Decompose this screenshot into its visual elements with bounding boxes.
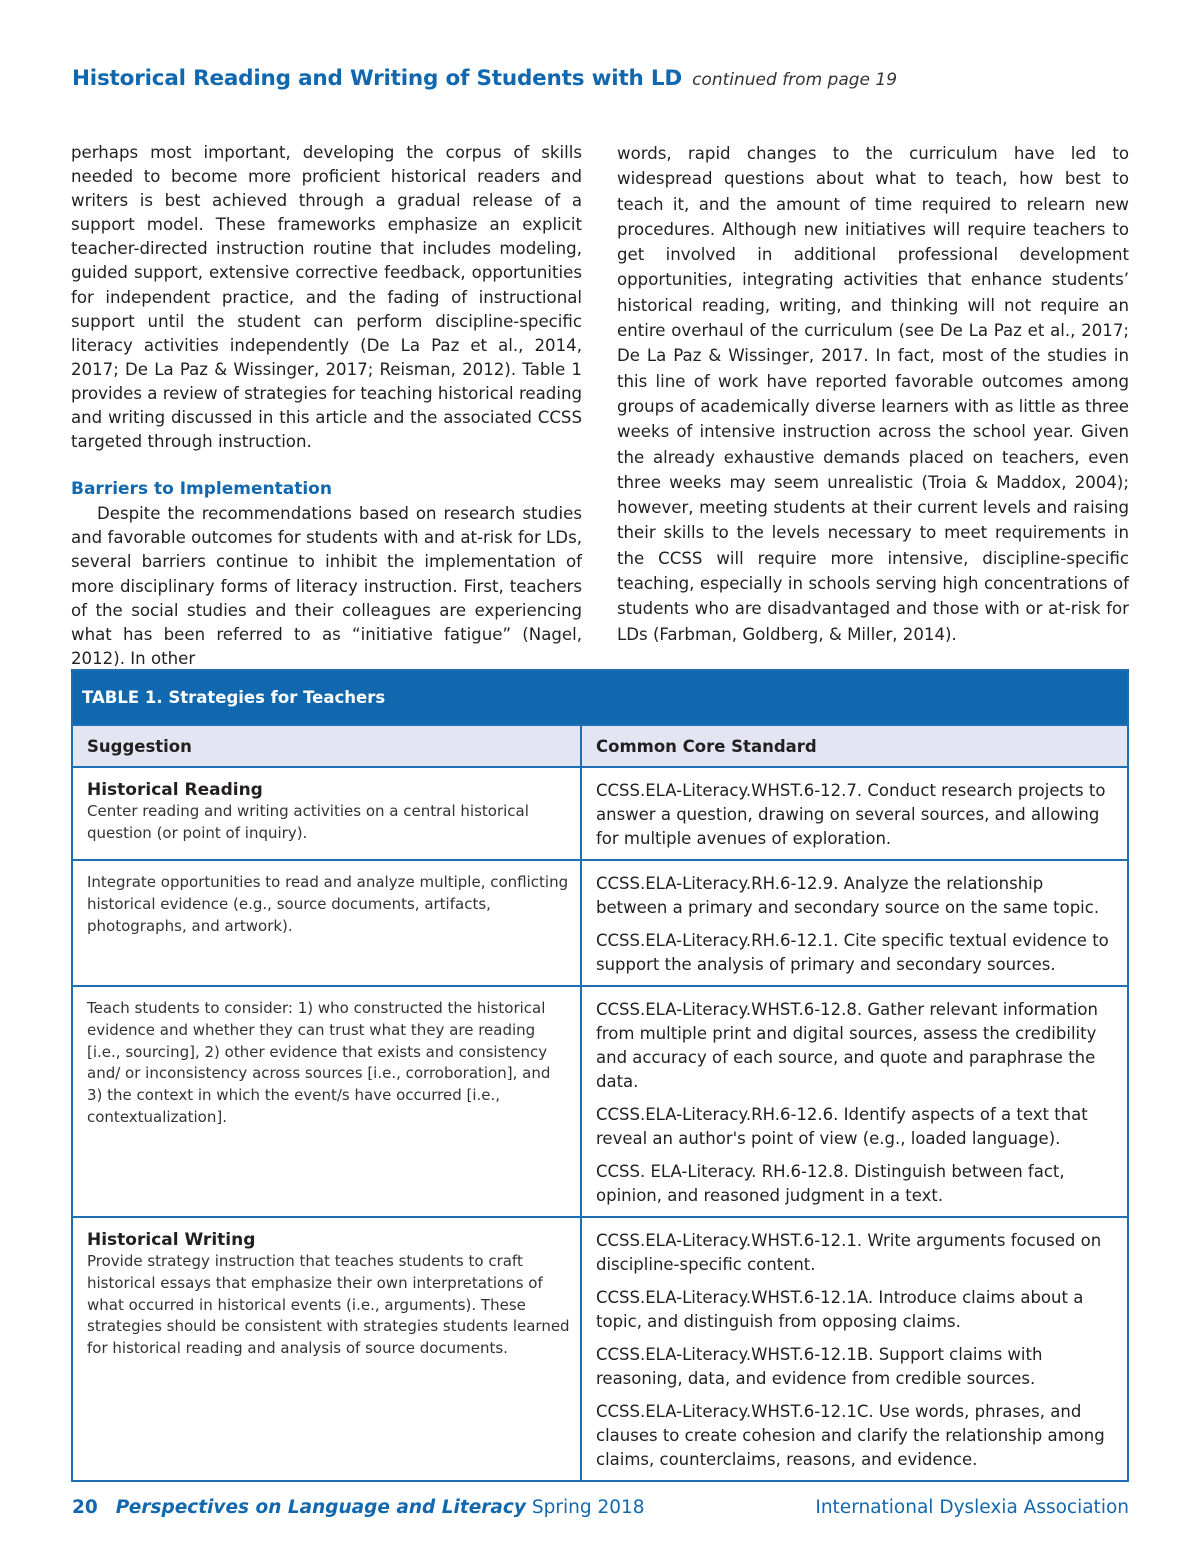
table-row [73,986,1127,1217]
standard-text: CCSS.ELA-Literacy.WHST.6-12.8. Gather relevant information from multiple print and digital sources, assess the credibility and accuracy of each source, and quote and paraphrase the data. [596,1000,1098,1091]
standard-text: CCSS.ELA-Literacy.WHST.6-12.7. Conduct research projects to answer a question, drawing on several sources, and allowing for multiple avenues of exploration. [596,781,1106,848]
continued-note: continued from page 19 [692,70,898,90]
strategies-table [71,669,1129,1482]
page-number: 20 [72,1497,98,1518]
standard-cell [581,860,1127,986]
running-header [72,66,1132,91]
right-column [617,141,1129,647]
table-row [73,1217,1127,1480]
standard-cell [581,767,1127,860]
table-row [73,860,1127,986]
standard-text: CCSS.ELA-Literacy.WHST.6-12.1B. Support claims with reasoning, data, and evidence from credible sources. [596,1345,1043,1388]
suggestion-cell [73,767,581,860]
suggestion-cell [73,860,581,986]
standard-column-header: Common Core Standard [581,725,1127,767]
table-row [73,767,1127,860]
standard-cell [581,1217,1127,1480]
standard-text: CCSS. ELA-Literacy. RH.6-12.8. Distinguish between fact, opinion, and reasoned judgment in a text. [596,1162,1065,1205]
suggestion-cell [73,986,581,1217]
standard-text: CCSS.ELA-Literacy.WHST.6-12.1. Write arguments focused on discipline-specific content. [596,1231,1102,1274]
suggestion-heading: Historical Writing [87,1230,256,1250]
standard-text: CCSS.ELA-Literacy.WHST.6-12.1A. Introduce claims about a topic, and distinguish from opposing claims. [596,1288,1084,1331]
issue-season: Spring 2018 [531,1497,645,1518]
table-header-row [73,725,1127,767]
suggestion-column-header: Suggestion [73,725,581,767]
section-heading: Barriers to Implementation [71,479,332,500]
standard-text: CCSS.ELA-Literacy.RH.6-12.6. Identify aspects of a text that reveal an author's point of view (e.g., loaded language). [596,1105,1088,1148]
left-column [71,141,582,671]
suggestion-heading: Historical Reading [87,780,263,800]
left-paragraph-1: perhaps most important, developing the corpus of skills needed to become more proficient historical readers and writers is best achieved through a gradual release of a support model. These frameworks emphasize an explicit teacher-directed instruction routine that includes modeling, guided support, extensive corrective feedback, opportunities for independent practice, and the fading of instructional support until the student can perform discipline-specific literacy activities independently (De La Paz et al., 2014, 2017; De La Paz & Wissinger, 2017; Reisman, 2012). Table 1 provides a review of strategies for teaching historical reading and writing discussed in this article and the associated CCSS targeted through instruction. [71,143,582,452]
suggestion-text: Integrate opportunities to read and analyze multiple, conflicting historical evidence (e.g., source documents, artifacts, photographs, and artwork). [87,873,569,935]
organization-name: International Dyslexia Association [815,1497,1129,1518]
standard-text: CCSS.ELA-Literacy.RH.6-12.9. Analyze the relationship between a primary and secondary source on the same topic. [596,874,1100,917]
table-title: TABLE 1. Strategies for Teachers [73,671,1127,724]
suggestion-cell [73,1217,581,1480]
standard-cell [581,986,1127,1217]
journal-name: Perspectives on Language and Literacy [115,1497,526,1518]
article-title: Historical Reading and Writing of Students with LD [72,66,683,91]
standard-text: CCSS.ELA-Literacy.WHST.6-12.1C. Use words, phrases, and clauses to create cohesion and clarify the relationship among claims, counterclaims, reasons, and evidence. [596,1402,1105,1469]
page-footer [72,1497,1129,1527]
standard-text: CCSS.ELA-Literacy.RH.6-12.1. Cite specific textual evidence to support the analysis of primary and secondary sources. [596,931,1109,974]
suggestion-text: Center reading and writing activities on a central historical question (or point of inquiry). [87,802,529,842]
right-paragraph-1: words, rapid changes to the curriculum have led to widespread questions about what to teach, how best to teach it, and the amount of time required to relearn new procedures. Although new initiatives will require teachers to get involved in additional professional development opportunities, integrating activities that enhance students’ historical reading, writing, and thinking will not require an entire overhaul of the curriculum (see De La Paz et al., 2017; De La Paz & Wissinger, 2017. In fact, most of the studies in this line of work have reported favorable outcomes among groups of academically diverse learners with as little as three weeks of intensive instruction across the school year. Given the already exhaustive demands placed on teachers, even three weeks may seem unrealistic (Troia & Maddox, 2004); however, meeting students at their current levels and raising their skills to the levels necessary to meet requirements in the CCSS will require more intensive, discipline-specific teaching, especially in schools serving high concentrations of students who are disadvantaged and those with or at-risk for LDs (Farbman, Goldberg, & Miller, 2014). [617,144,1129,644]
suggestion-text: Teach students to consider: 1) who constructed the historical evidence and whether they can trust what they are reading [i.e., sourcing], 2) other evidence that exists and consistency and/ or inconsistency across sources [i.e., corroboration], and 3) the context in which the event/s have occurred [i.e., contextualization]. [87,999,551,1126]
suggestion-text: Provide strategy instruction that teaches students to craft historical essays that emphasize their own interpretations of what occurred in historical events (i.e., arguments). These strategies should be consistent with strategies students learned for historical reading and analysis of source documents. [87,1252,570,1358]
left-paragraph-2: Despite the recommendations based on research studies and favorable outcomes for students with and at-risk for LDs, several barriers continue to inhibit the implementation of more disciplinary forms of literacy instruction. First, teachers of the social studies and their colleagues are experiencing what has been referred to as “initiative fatigue” (Nagel, 2012). In other [71,504,582,668]
